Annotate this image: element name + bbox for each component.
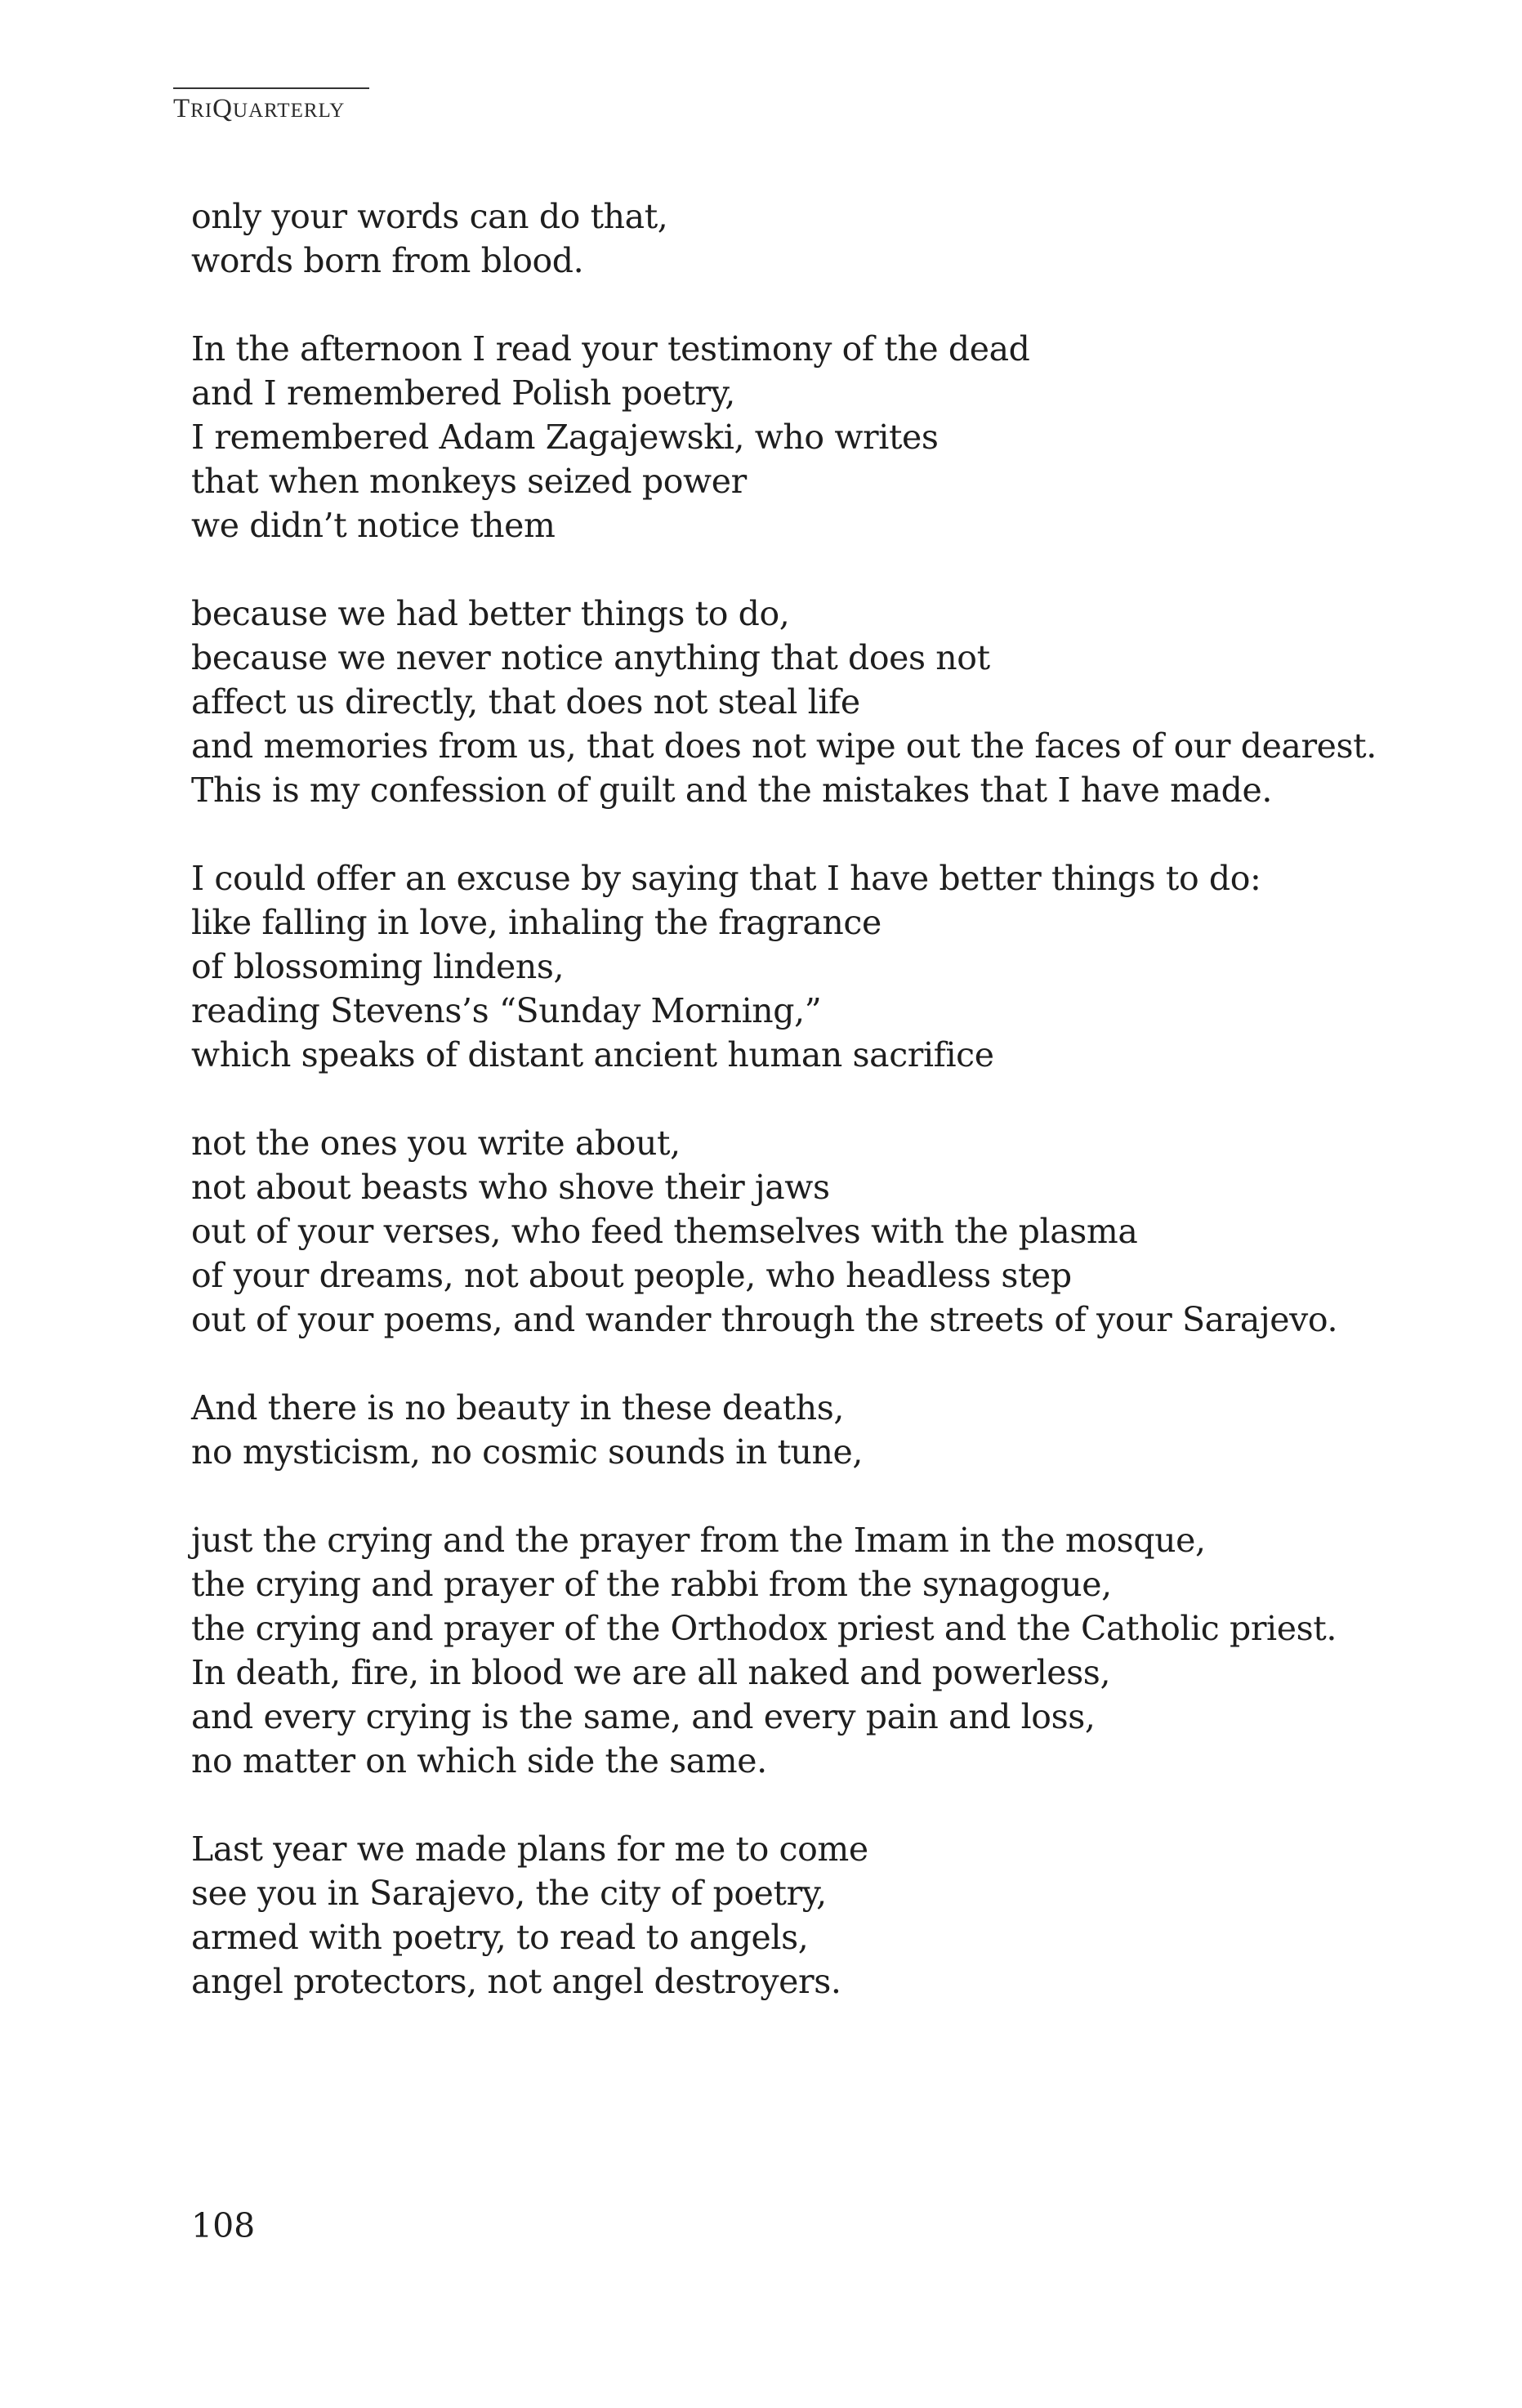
poem-line: and I remembered Polish poetry, xyxy=(191,373,735,413)
running-head-small-caps-a: RI xyxy=(190,100,213,122)
running-head-initial-t: T xyxy=(173,94,191,123)
poem-line: of blossoming lindens, xyxy=(191,947,565,986)
running-head-small-caps-b: UARTERLY xyxy=(233,100,346,122)
poem-line: and memories from us, that does not wipe out the faces of our dearest. xyxy=(191,726,1377,766)
stanza-8 xyxy=(191,1827,1417,2004)
stanza-4 xyxy=(191,856,1417,1077)
poem-line: not about beasts who shove their jaws xyxy=(191,1168,830,1207)
poem-line: that when monkeys seized power xyxy=(191,462,747,501)
stanza-3 xyxy=(191,592,1417,812)
poem-line: affect us directly, that does not steal life xyxy=(191,682,860,722)
poem-line: not the ones you write about, xyxy=(191,1124,681,1163)
poem-line: And there is no beauty in these deaths, xyxy=(191,1388,845,1427)
poem-line: In death, fire, in blood we are all naked and powerless, xyxy=(191,1653,1111,1692)
poem-line: reading Stevens’s “Sunday Morning,” xyxy=(191,991,822,1030)
poem-line: I remembered Adam Zagajewski, who writes xyxy=(191,418,939,457)
stanza-5 xyxy=(191,1121,1417,1342)
poem-line: because we never notice anything that does not xyxy=(191,638,990,677)
poem-line: out of your verses, who feed themselves with the plasma xyxy=(191,1212,1138,1251)
stanza-1 xyxy=(191,194,1417,283)
poem-line: the crying and prayer of the Orthodox priest and the Catholic priest. xyxy=(191,1609,1337,1648)
poem-line: I could offer an excuse by saying that I have better things to do: xyxy=(191,859,1261,898)
poem-body xyxy=(191,194,1417,2048)
poem-line: because we had better things to do, xyxy=(191,594,790,633)
poem-line: only your words can do that, xyxy=(191,197,668,236)
poem-line: we didn’t notice them xyxy=(191,506,556,545)
running-head xyxy=(173,94,345,124)
poem-line: which speaks of distant ancient human sacrifice xyxy=(191,1035,994,1074)
poem-line: In the afternoon I read your testimony of the dead xyxy=(191,329,1030,369)
poem-line: angel protectors, not angel destroyers. xyxy=(191,1962,841,2001)
poem-line: armed with poetry, to read to angels, xyxy=(191,1918,809,1957)
poem-line: no mysticism, no cosmic sounds in tune, xyxy=(191,1432,864,1472)
running-head-initial-q: Q xyxy=(212,94,234,123)
stanza-2 xyxy=(191,327,1417,547)
poem-line: of your dreams, not about people, who headless step xyxy=(191,1256,1072,1295)
running-head-rule xyxy=(173,87,369,89)
page-number: 108 xyxy=(191,2206,256,2245)
poem-line: see you in Sarajevo, the city of poetry, xyxy=(191,1874,827,1913)
stanza-7 xyxy=(191,1518,1417,1783)
poem-line: like falling in love, inhaling the fragrance xyxy=(191,903,882,942)
poem-line: Last year we made plans for me to come xyxy=(191,1829,868,1869)
stanza-6 xyxy=(191,1386,1417,1474)
poem-line: the crying and prayer of the rabbi from the synagogue, xyxy=(191,1565,1112,1604)
poem-line: words born from blood. xyxy=(191,241,584,280)
poem-line: This is my confession of guilt and the mistakes that I have made. xyxy=(191,771,1272,810)
poem-line: out of your poems, and wander through the streets of your Sarajevo. xyxy=(191,1300,1338,1339)
poem-line: and every crying is the same, and every pain and loss, xyxy=(191,1697,1096,1736)
poem-line: just the crying and the prayer from the Imam in the mosque, xyxy=(191,1521,1206,1560)
poem-line: no matter on which side the same. xyxy=(191,1741,767,1780)
